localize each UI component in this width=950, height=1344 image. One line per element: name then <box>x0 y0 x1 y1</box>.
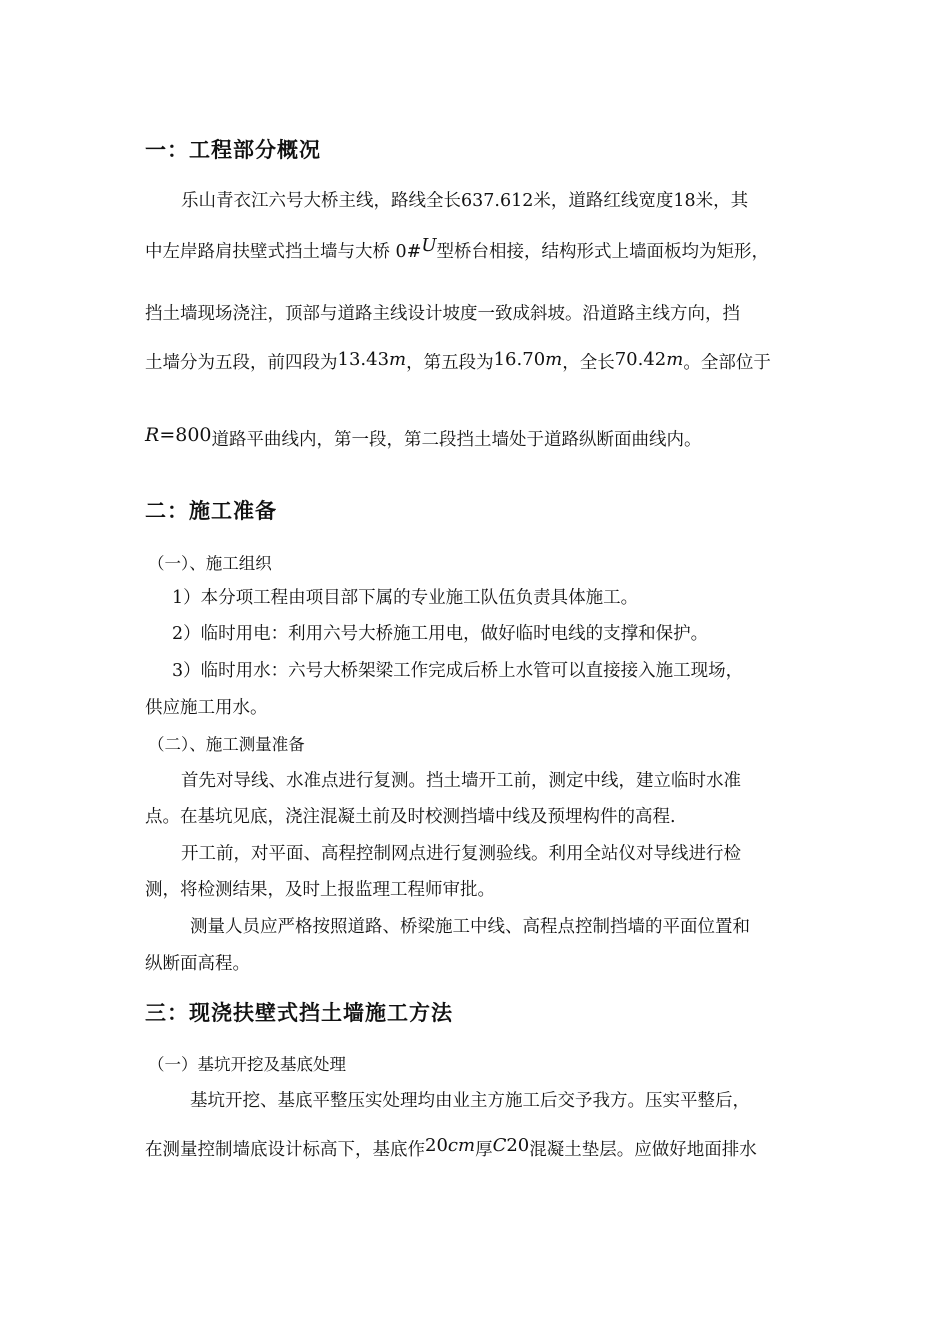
paragraph-line <box>145 1135 757 1161</box>
paragraph-line: 开工前，对平面、高程控制网点进行复测验线。利用全站仪对导线进行检 <box>181 844 741 864</box>
section-heading-3: 三：现浇扶壁式挡土墙施工方法 <box>145 1000 453 1025</box>
list-item: 2）临时用电：利用六号大桥施工用电，做好临时电线的支撑和保护。 <box>172 624 709 644</box>
subsection-heading: （一）基坑开挖及基底处理 <box>148 1055 346 1074</box>
paragraph-line <box>145 349 771 374</box>
math-number: =800 <box>159 424 212 446</box>
text-run: 。全部位于 <box>683 353 771 373</box>
math-symbol: U <box>421 235 437 256</box>
text-run: 型桥台相接，结构形式上墙面板均为矩形， <box>436 242 770 262</box>
section-heading-2: 二：施工准备 <box>145 498 277 523</box>
paragraph-line: 测量人员应严格按照道路、桥梁施工中线、高程点控制挡墙的平面位置和 <box>190 917 750 937</box>
text-run: 混凝土垫层。应做好地面排水 <box>529 1140 757 1160</box>
list-item-continuation: 供应施工用水。 <box>145 698 268 718</box>
text-run: 厚 <box>475 1140 493 1160</box>
math-number: 13.43 <box>337 349 390 370</box>
paragraph-line <box>145 424 702 451</box>
text-run: 在测量控制墙底设计标高下，基底作 <box>145 1140 425 1160</box>
paragraph-line: 首先对导线、水准点进行复测。挡土墙开工前，测定中线，建立临时水准 <box>181 771 741 791</box>
list-item: 3）临时用水：六号大桥架梁工作完成后桥上水管可以直接接入施工现场， <box>172 661 744 681</box>
text-run: 道路平曲线内，第一段，第二段挡土墙处于道路纵断面曲线内。 <box>211 430 702 450</box>
math-number: 20 <box>425 1135 448 1156</box>
paragraph-line: 点。在基坑见底，浇注混凝土前及时校测挡墙中线及预埋构件的高程. <box>145 807 676 827</box>
subsection-heading: （一）、施工组织 <box>148 554 272 573</box>
math-unit: m <box>389 349 407 370</box>
text-run: 土墙分为五段，前四段为 <box>145 353 338 373</box>
text-run: ，全长 <box>562 353 615 373</box>
math-number: 20 <box>506 1135 530 1156</box>
paragraph-line: 基坑开挖、基底平整压实处理均由业主方施工后交予我方。压实平整后， <box>190 1091 750 1111</box>
math-symbol: R <box>145 424 160 446</box>
paragraph-line: 测，将检测结果，及时上报监理工程师审批。 <box>145 880 495 900</box>
math-number: 16.70 <box>493 349 546 370</box>
section-heading-1: 一：工程部分概况 <box>145 137 321 162</box>
paragraph-line: 挡土墙现场浇注，顶部与道路主线设计坡度一致成斜坡。沿道路主线方向，挡 <box>145 304 740 324</box>
paragraph-line: 乐山青衣江六号大桥主线，路线全长637.612米，道路红线宽度18米，其 <box>181 191 749 211</box>
math-unit: m <box>666 349 684 370</box>
math-unit: cm <box>447 1135 476 1156</box>
text-run: 中左岸路肩扶壁式挡土墙与大桥 0# <box>145 242 422 262</box>
paragraph-line <box>145 235 770 263</box>
paragraph-line: 纵断面高程。 <box>145 954 250 974</box>
text-run: ，第五段为 <box>406 353 494 373</box>
math-unit: m <box>545 349 563 370</box>
math-number: 70.42 <box>614 349 667 370</box>
math-symbol: C <box>492 1135 507 1156</box>
list-item: 1）本分项工程由项目部下属的专业施工队伍负责具体施工。 <box>172 588 639 608</box>
subsection-heading: （二）、施工测量准备 <box>148 735 305 754</box>
